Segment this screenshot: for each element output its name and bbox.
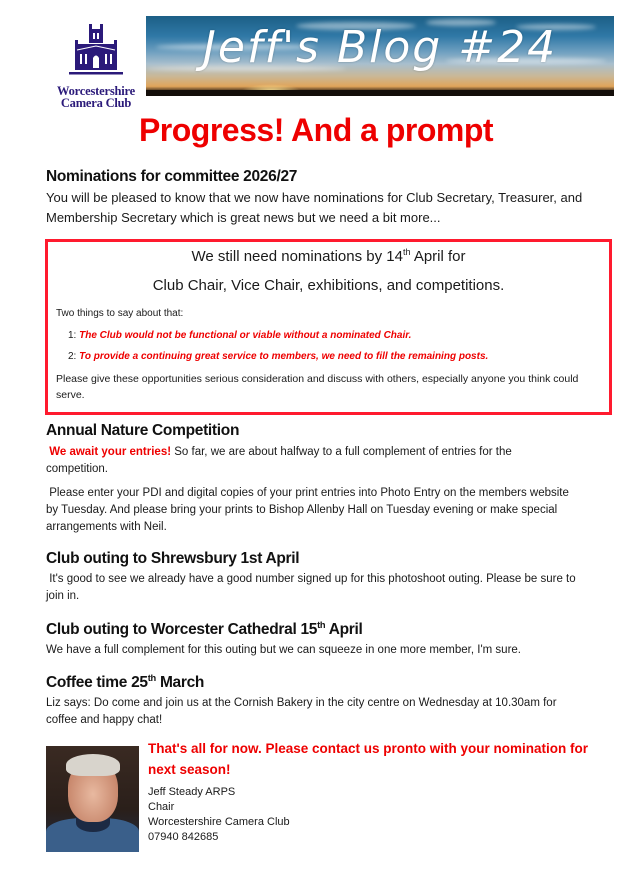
club-name-line1: Worcestershire bbox=[57, 84, 135, 98]
signature-phone: 07940 842685 bbox=[148, 831, 219, 843]
callout-line1-text: We still need nominations by 14 bbox=[191, 248, 403, 265]
cathedral-body: We have a full complement for this outing but we can squeeze in one more member, I'm sure. bbox=[46, 644, 521, 656]
coffee-heading-post: March bbox=[155, 674, 205, 691]
club-name-line2: Camera Club bbox=[60, 96, 132, 110]
callout-footer: Please give these opportunities serious consideration and discuss with others, especially anyone you think could serve. bbox=[56, 373, 579, 401]
photo-hair bbox=[66, 754, 120, 776]
cathedral-heading-sup: th bbox=[317, 619, 326, 630]
page-title: Progress! And a prompt bbox=[138, 112, 494, 148]
coffee-heading-sup: th bbox=[147, 672, 156, 683]
nature-heading: Annual Nature Competition bbox=[46, 422, 240, 439]
shrewsbury-body-text: It's good to see we already have a good number signed up for this photoshoot outing. Please be sure to join in. bbox=[46, 573, 576, 602]
nature-body1 bbox=[46, 444, 566, 478]
callout-line1-post: April for bbox=[410, 248, 466, 265]
signature-block bbox=[148, 785, 290, 845]
callout-line2: Club Chair, Vice Chair, exhibitions, and competitions. bbox=[152, 277, 505, 294]
nature-body2-text: Please enter your PDI and digital copies of your print entries into Photo Entry on the members website by Tuesday. And please bring your prints to Bishop Allenby Hall on Tuesday evening or make special arrangements with Neil. bbox=[46, 487, 569, 533]
horizon bbox=[146, 90, 614, 96]
signature-name: Jeff Steady ARPS bbox=[148, 786, 236, 798]
club-logo bbox=[50, 22, 142, 110]
blog-banner bbox=[146, 16, 614, 96]
item-number: 2: bbox=[68, 351, 77, 362]
nominations-callout bbox=[45, 239, 612, 415]
coffee-heading-text: Coffee time 25 bbox=[46, 674, 148, 691]
nominations-body: You will be pleased to know that we now have nominations for Club Secretary, Treasurer, and Membership Secretary which is great news but we need a bit more... bbox=[46, 190, 583, 225]
cathedral-heading-text: Club outing to Worcester Cathedral 15 bbox=[46, 621, 318, 638]
nature-body1-text: So far, we are about halfway to a full complement of entries for the competition. bbox=[46, 446, 512, 475]
portrait-photo bbox=[46, 746, 139, 852]
shrewsbury-body bbox=[46, 571, 576, 605]
nature-body2 bbox=[46, 485, 576, 536]
banner-title: Jeff's Blog #24 bbox=[202, 22, 558, 73]
callout-line1-sup: th bbox=[402, 247, 411, 257]
callout-intro: Two things to say about that: bbox=[56, 308, 184, 319]
cathedral-icon bbox=[67, 22, 125, 80]
signature-role: Chair bbox=[148, 801, 175, 813]
item-text: The Club would not be functional or viable without a nominated Chair. bbox=[79, 330, 412, 341]
shrewsbury-heading: Club outing to Shrewsbury 1st April bbox=[46, 550, 300, 567]
callout-item bbox=[68, 330, 411, 341]
cathedral-heading bbox=[46, 621, 363, 639]
callout-line1 bbox=[48, 248, 609, 265]
nature-highlight: We await your entries! bbox=[49, 446, 172, 458]
signature-club: Worcestershire Camera Club bbox=[148, 816, 290, 828]
coffee-body: Liz says: Do come and join us at the Cornish Bakery in the city centre on Wednesday at 10.30am for coffee and happy chat! bbox=[46, 697, 557, 726]
cathedral-heading-post: April bbox=[325, 621, 363, 638]
item-text: To provide a continuing great service to members, we need to fill the remaining posts. bbox=[79, 351, 489, 362]
item-number: 1: bbox=[68, 330, 77, 341]
callout-item bbox=[68, 351, 488, 362]
closing-message: That's all for now. Please contact us pronto with your nomination for next season! bbox=[148, 741, 588, 777]
nominations-heading: Nominations for committee 2026/27 bbox=[46, 168, 298, 185]
coffee-heading bbox=[46, 674, 204, 692]
club-name bbox=[50, 85, 142, 109]
